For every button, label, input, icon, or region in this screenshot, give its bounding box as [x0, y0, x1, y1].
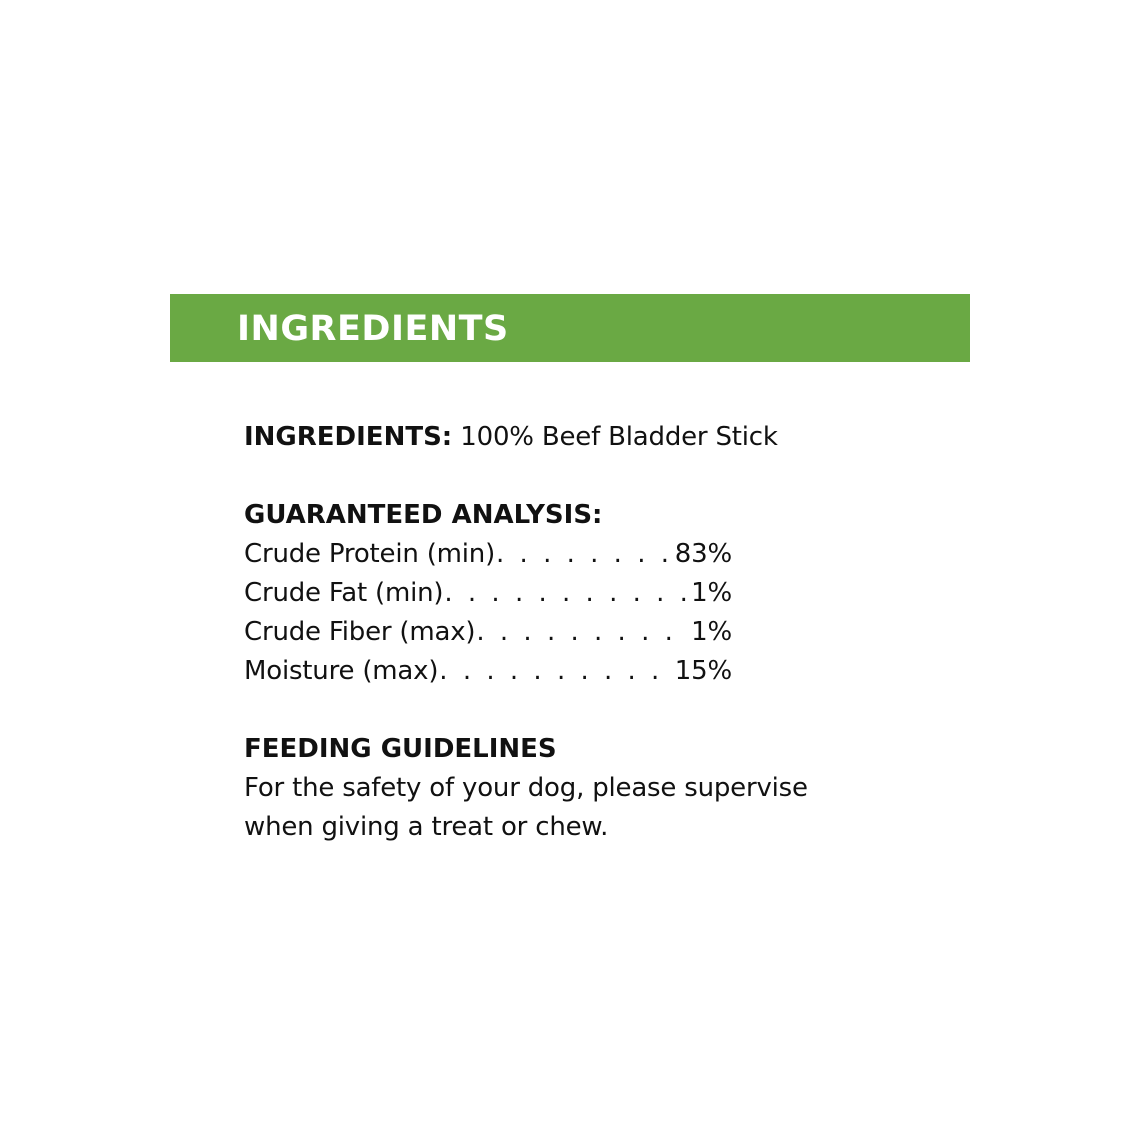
analysis-row-fat	[244, 574, 732, 613]
ingredients-value: 100% Beef Bladder Stick	[460, 422, 778, 452]
analysis-row-name: Crude Fiber (max)	[244, 617, 476, 647]
analysis-heading: GUARANTEED ANALYSIS:	[244, 500, 603, 530]
analysis-row-value: 1%	[691, 578, 732, 608]
label-content	[244, 418, 964, 847]
feeding-heading: FEEDING GUIDELINES	[244, 734, 557, 764]
analysis-row-value: 1%	[691, 617, 732, 647]
dot-leader	[476, 613, 690, 652]
analysis-row-fiber	[244, 613, 732, 652]
banner-title: INGREDIENTS	[237, 309, 509, 349]
feeding-text: For the safety of your dog, please supervise when giving a treat or chew.	[244, 773, 808, 842]
analysis-row-moisture	[244, 652, 732, 691]
spacer	[244, 457, 964, 496]
analysis-row-name: Crude Protein (min)	[244, 539, 496, 569]
ingredients-line	[244, 418, 964, 457]
dot-leader	[444, 574, 690, 613]
analysis-row-name: Moisture (max)	[244, 656, 439, 686]
analysis-row-value: 15%	[674, 656, 732, 686]
ingredients-label: INGREDIENTS:	[244, 422, 453, 452]
spacer	[244, 691, 964, 730]
section-banner	[170, 294, 970, 362]
dot-leader	[496, 535, 674, 574]
analysis-row-value: 83%	[674, 539, 732, 569]
analysis-row-protein	[244, 535, 732, 574]
analysis-row-name: Crude Fat (min)	[244, 578, 444, 608]
dot-leader	[439, 652, 674, 691]
